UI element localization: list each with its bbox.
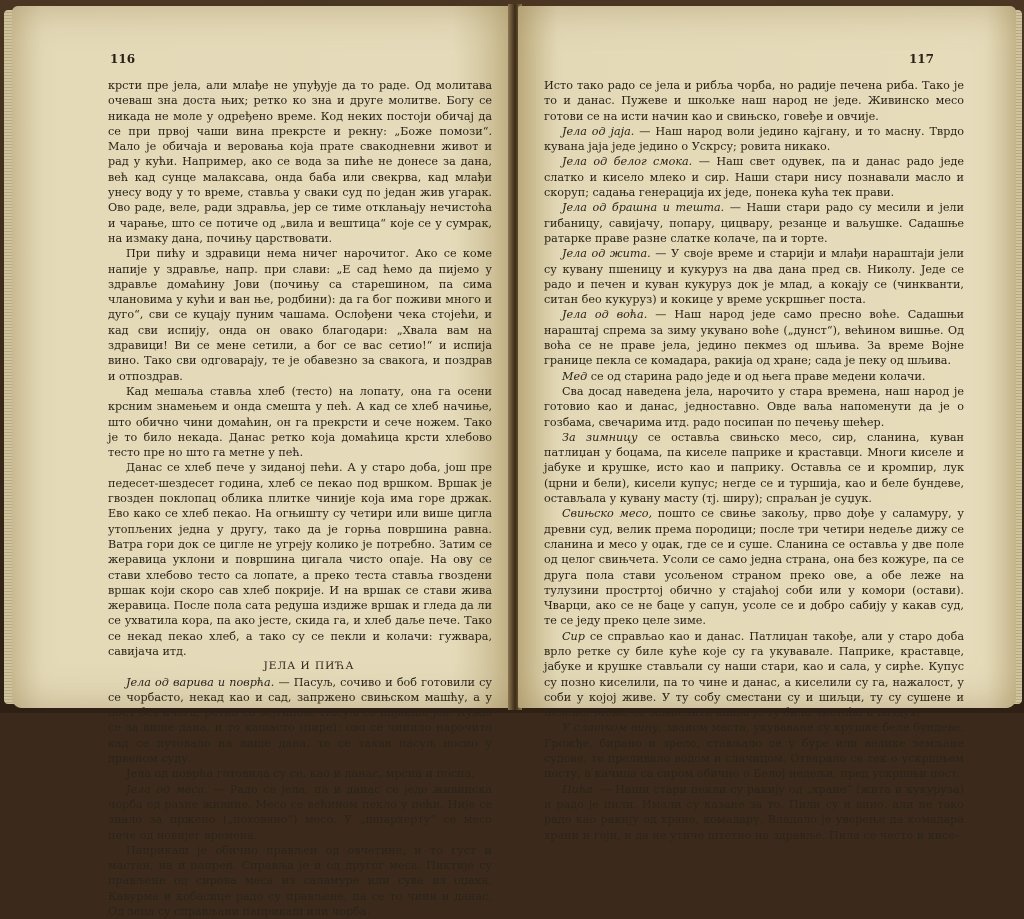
page-number-left: 116 bbox=[110, 52, 136, 66]
section-heading: ЈЕЛА И ПИЋА bbox=[263, 660, 355, 673]
paragraph bbox=[544, 369, 964, 384]
paragraph bbox=[108, 675, 492, 767]
paragraph bbox=[544, 200, 964, 246]
right-page bbox=[518, 6, 1016, 842]
paragraph-lead: У слатком вину, bbox=[562, 721, 663, 735]
paragraph: Кад мешаља ставља хлеб (тесто) на лопату, она га осени крсним знамењем и онда смешта у пећ. А кад се хлеб начиње, што обично чини домаћин, он га прекрсти и сече ножем. Тако је то било некада. Данас ретко која домаћица крсти хлебово тесто пре но што га метне у пећ. bbox=[108, 384, 492, 460]
paragraph-body: пошто се свиње закољу, прво дође у саламуру, у древни суд, велик према породици; после три четири недеље дижу се сланина и месо у оџак, где се и суше. Сланина се оставља у две поле од целог свињчета. Усоли се само једна страна, она без кожуре, па се друга пола стави усољеном страном преко ове, а обе леже на тулузини простртој обично у стајаћој соби или у комори (остави). Чварци, ако се не бацe у сапун, усоле се и добро сабију у какав суд, те се једу преко целе зиме. bbox=[544, 507, 964, 628]
paragraph-lead: Јела од белог смока. bbox=[562, 155, 693, 169]
paragraph-lead: Јела од јаја. bbox=[562, 124, 635, 138]
paragraph-lead: За зимницу bbox=[562, 430, 638, 444]
paragraph-body: Јела од поврћа готовила су се, као и данас, мрсна и посна. bbox=[126, 767, 475, 781]
paragraph-body: се остављa свињско месо, сир, сланина, куван патлиџан у боцама, па киселе паприке и краставци. Многи киселе и јабуке и крушке, исто као и паприку. Остављa се и кромпир, лук (црни и бели), кисели купус; негде се и туршија, као и беле бундеве, остављала у кувану масту (тј. ширу); спраљан је суџук. bbox=[544, 430, 965, 506]
paragraph-lead: Пића. bbox=[562, 782, 597, 796]
page-number-right: 117 bbox=[908, 52, 934, 66]
left-page-text bbox=[108, 78, 492, 919]
paragraph bbox=[544, 246, 964, 307]
paragraph: При пићу и здравици нема ничег нарочитог. Ако се коме напије у здравље, напр. при слави: „Е сад ћемо да пијемо у здравље домаћину Јови (почињу са старешином, па сима члановима у кући и ван ње, родбини): да га бог поживи много и дуго“, сви се куцају пуним чашама. Ослођени чека стојећи, и кад сви испију, онда он овако благодари: „Хвала вам на здравици! Ви се мене сетили, а бог се вас сетио!“ и испија вино. Тако сви одговарају, те је обавезно за свакога, и поздрав и отпоздрав. bbox=[108, 247, 492, 383]
paragraph-lead: Јела од воћа. bbox=[562, 308, 648, 322]
paragraph-body: — Наши стари радо су месили и јели гибаницу, савијачу, попару, цицвару, резанце и ваљушке. Садашње ратарке праве разне слатке колаче, па и торте. bbox=[544, 201, 964, 245]
paragraph bbox=[544, 154, 964, 200]
paragraph: Данас се хлеб пече у зиданој пећи. А у старо доба, још пре педесет-шездесет година, хлеб се пекао под вршком. Вршак је гвозден поклопац облика плитке чиније која има горе држак. Ево како се хлеб пекао. На огњишту су четири или више цигла утопљених једна у другу, тако да је горња површина равна. Ватра гори док се цигле не угреју колико је потребно. Затим се жеравица уклони и површина цигала чисто опаје. На ову се стави хлебово тесто са лопате, а преко теста ставља гвоздени вршак који скоро сав хлеб покрије. И на вршак се стави жива жеравица. После пола сата редушa издиже вршак и гледа да ли се ухватила кора, па ако јесте, скида га, и хлеб даље пече. Тако се некад пекао хлеб, а тако су се пекли и колачи: гужвара, савијача итд. bbox=[108, 461, 492, 658]
paragraph bbox=[544, 307, 964, 368]
paragraph bbox=[544, 782, 964, 843]
paragraph-body: Сва досад наведена јела, нарочито у стара времена, наш народ је готовио као и данас, једноставно. Овде ваља напоменути да је о гозбама, свечарима итд. радо посипан по печењу шећер. bbox=[544, 384, 964, 429]
paragraph bbox=[108, 782, 492, 843]
paragraph-body: званом маста, укуваване су крушке беле бундеве. Грожђе, бирано и зрело, стављало се у буре или велике земљане судове, те преливало водом и слачицом. Отварало се тек о ускршњем посту, а качица са сиром обично о Белој недељи, пред ускршњи пост. bbox=[544, 721, 964, 781]
paragraph bbox=[544, 720, 964, 781]
paragraph-lead: Јела од варива и поврћа. bbox=[126, 675, 275, 689]
paragraph-body: Паприкаш је обично прављен од овчетине, и то густ и мастан, на и папрен. Справља је и од другог меса. Пиктије су прављене од сирова меса из саламуре или сува из оџака. Кавурма и кобасице радо су прављене, па се то чини и данас. Од зеца су справљани паприкаш или чорба. bbox=[108, 843, 492, 919]
paragraph-body: — Пасуљ, сочиво и боб готовили су се чорбасто, некад као и сад, запржено свињском машћу, а у пост без ичега, ретко са зејтином. Пасуљ се највише јео. Кувао се за више дана, и то кашасто (пире): ово се чинило нарочито кад се путовало на више дана, те се такав пасуљ носио у дрвеном суду. bbox=[108, 675, 492, 766]
paragraph: крсти пре јела, али млађе не упуђује да то раде. Од молитава очеваш зна доста њих; ретко ко зна и друге молитве. Богу се никада не моле у одређено време. Код неких постоји обичај да се при првој чаши вина прекрсте и рекну: „Боже помози“. Мало је обичаја и веровања која прате свакодневни живот и рад у кући. Например, ако се вода за пиће не донесе за дана, већ кад сунце малаксава, онда баба или свекрва, кад млађи унесу воду у то време, стављa у сваки суд по један жив угарак. Ово раде, веле, ради здравља, јер се тиме отклањају нечистоћа и чарање, што се потиче од „вила и вештица“ које се у сумрак, на измаку дана, почињу царствовати. bbox=[108, 79, 492, 245]
paragraph-lead: Јела од брашна и тешта. bbox=[562, 201, 725, 215]
paragraph-body: — Наш народ воли једино кајгану, и то масну. Тврдо кувана јаја једе једино о Ускрсу; ровита никако. bbox=[544, 124, 964, 154]
paragraph-lead: Јела од меса. bbox=[126, 782, 208, 796]
paragraph-body: — У своје време и старији и млађи нараштаји јели су кувану пшеницу и кукуруз на два дана пред св. Николу. Једе се радо и печен и куван кукуруз док је млад, а кокају се (чинкванти, ситан бео кукуруз) и кокице у време ускршњег поста. bbox=[544, 247, 964, 307]
paragraph-body: — Наш свет одувек, па и данас радо једе слатко и кисело млеко и сир. Наши стари нису познавали масло и скоруп; садања генерација их једе, понека кућа тек прави. bbox=[544, 155, 965, 200]
paragraph bbox=[544, 384, 964, 430]
paragraph-lead: Сир bbox=[562, 629, 585, 643]
paragraph bbox=[544, 124, 964, 155]
paragraph bbox=[544, 430, 964, 506]
paragraph-body: се справљао као и данас. Патлиџан такође, али у старо доба врло ретке су биле куће које су га укувавале. Паприке, краставце, јабуке и крушке стављали су наши стари, као и сала, у сирће. Купус су позно киселили, па то чине и данас, а киселили су га, нажалост, у соби у којој живе. У ту собу сместани су и шиљци, ту су сушене и пелене! Може се замислити каква је ту била чистоћа и ваздух! bbox=[544, 629, 964, 720]
paragraph-lead: Јела од жита. bbox=[562, 247, 651, 261]
paragraph-body: Исто тако радо се јела и рибља чорба, но радије печена риба. Тако је то и данас. Пужеве и шкољке наш народ не једе. Живинско месо готови се на исти начин као и свињско, говеђе и овчије. bbox=[544, 79, 964, 123]
right-page-text bbox=[544, 78, 964, 843]
left-page bbox=[12, 6, 512, 919]
paragraph bbox=[544, 78, 964, 124]
paragraph bbox=[108, 843, 492, 919]
paragraph-lead: Свињско месо, bbox=[562, 507, 653, 521]
paragraph-body: — Радо се јела, па и данас се једе живинска чорба од разне живине. Месо се већином пекло у пећи. Није се знало за пржено („поховано“) месо. У „шпархерту“ се месо пече од новијег времена. bbox=[108, 782, 492, 842]
paragraph-lead: Мед bbox=[562, 369, 588, 383]
paragraph bbox=[544, 506, 964, 628]
paragraph-body: — Наши стари пекли су ракију од „хране“ (жита и кукуруза) и радо је пили. Имали су казане за то. Пили су и вино, али не тако радо као ракију од хране, комадару. Владало је уверење да комадара храни и гоји, и да не утиче штетно на здравље. Пила се често и кисе- bbox=[544, 782, 964, 842]
paragraph-body: — Наш народ једе само пресно воће. Садашњи нараштај спрема за зиму укувано воће („дунст“), већином вишње. Од воћа се не праве јела, једино пекмез од шљива. За време Војне границе пекла се комадара, ракија од хране; сада је пеку од шљива. bbox=[544, 308, 964, 368]
paragraph bbox=[108, 766, 492, 781]
paragraph bbox=[544, 629, 964, 721]
paragraph-body: се од старина радо једе и од њега праве медени колачи. bbox=[587, 369, 926, 383]
